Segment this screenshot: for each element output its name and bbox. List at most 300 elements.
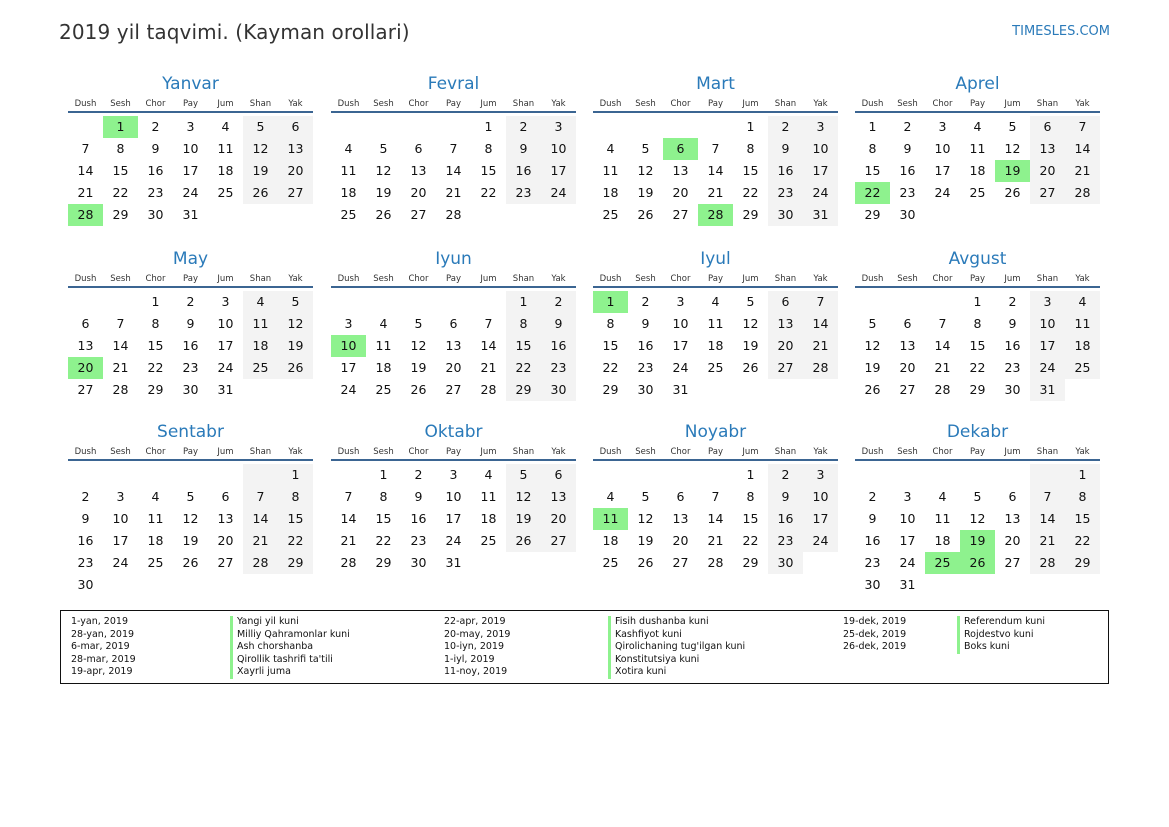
day-cell: 11 [243,313,278,335]
day-cell: 7 [1030,486,1065,508]
empty-cell [173,574,208,596]
day-cell: 9 [81,511,90,526]
day-cell: 18 [934,533,951,548]
day-cell: 14 [1030,508,1065,530]
day-cell: 17 [541,160,576,182]
day-cell: 21 [243,530,278,552]
day-cell: 14 [707,163,724,178]
day-cell: 4 [243,291,278,313]
weekday-header: Dush [337,99,360,109]
day-cell: 1 [868,119,877,134]
day-cell: 10 [541,138,576,160]
empty-cell [208,204,243,226]
month-days [68,96,313,226]
day-cell: 11 [1065,313,1100,335]
weekday-header: Jum [742,447,759,457]
day-cell: 10 [331,335,366,357]
day-cell: 23 [541,357,576,379]
weekday-header: Dush [337,274,360,284]
day-cell: 2 [81,489,90,504]
day-cell: 10 [1030,313,1065,335]
day-cell: 4 [973,119,982,134]
day-cell: 17 [803,508,838,530]
day-cell: 22 [375,533,392,548]
day-cell: 3 [1030,291,1065,313]
day-cell: 8 [484,141,493,156]
day-cell: 24 [112,555,129,570]
empty-cell [698,379,733,401]
holiday-name: Fisih dushanba kuni [608,616,745,629]
day-cell: 11 [480,489,497,504]
day-cell: 26 [243,182,278,204]
day-cell: 18 [217,163,234,178]
empty-cell [471,291,506,313]
holiday-date: 19-apr, 2019 [71,666,133,677]
divider [855,111,1100,113]
day-cell: 2 [768,464,803,486]
day-cell: 8 [278,486,313,508]
day-cell: 14 [707,511,724,526]
day-cell: 22 [278,530,313,552]
day-cell: 28 [1065,182,1100,204]
day-cell: 26 [410,382,427,397]
day-cell: 29 [278,552,313,574]
divider [331,459,576,461]
day-cell: 16 [1004,338,1021,353]
day-cell: 3 [186,119,195,134]
weekday-header: Jum [217,274,234,284]
day-cell: 23 [768,530,803,552]
day-cell: 19 [410,360,427,375]
day-cell: 18 [375,360,392,375]
day-cell: 13 [1030,138,1065,160]
day-cell: 8 [116,141,125,156]
holiday-date: 28-mar, 2019 [71,653,136,665]
month-dekabr [855,422,1100,596]
day-cell: 23 [768,182,803,204]
day-cell: 6 [81,316,90,331]
day-cell: 26 [742,360,759,375]
day-cell: 12 [1004,141,1021,156]
day-cell: 29 [742,207,759,222]
day-cell: 18 [969,163,986,178]
day-cell: 2 [903,119,912,134]
divider [331,111,576,113]
month-yanvar [68,74,313,226]
day-cell: 9 [768,138,803,160]
empty-cell [68,464,103,486]
empty-cell [925,291,960,313]
day-cell: 13 [77,338,94,353]
day-cell: 19 [278,335,313,357]
day-cell: 26 [182,555,199,570]
day-cell: 19 [742,338,759,353]
empty-cell [243,204,278,226]
day-cell: 10 [182,141,199,156]
day-cell: 27 [77,382,94,397]
empty-cell [366,291,401,313]
day-cell: 31 [182,207,199,222]
holiday-dates-column [843,616,906,654]
day-cell: 24 [899,555,916,570]
weekday-header: Shan [512,99,535,109]
day-cell: 27 [541,530,576,552]
empty-cell [401,291,436,313]
day-cell: 4 [379,316,388,331]
day-cell: 15 [742,163,759,178]
day-cell: 29 [969,382,986,397]
empty-cell [208,574,243,596]
day-cell: 5 [1008,119,1017,134]
day-cell: 9 [151,141,160,156]
weekday-header: Shan [774,447,797,457]
weekday-header: Sesh [110,274,131,284]
weekday-header: Sesh [110,447,131,457]
weekday-header: Jum [217,99,234,109]
holiday-dates-column [71,616,136,679]
day-cell: 12 [742,316,759,331]
empty-cell [103,574,138,596]
day-cell: 26 [864,382,881,397]
day-cell: 8 [506,313,541,335]
day-cell: 6 [676,489,685,504]
holiday-date: 20-may, 2019 [444,628,511,640]
month-days [855,271,1100,401]
day-cell: 13 [445,338,462,353]
day-cell: 1 [593,291,628,313]
day-cell: 6 [663,138,698,160]
day-cell: 13 [672,163,689,178]
day-cell: 25 [1065,357,1100,379]
day-cell: 8 [746,489,755,504]
day-cell: 21 [707,533,724,548]
day-cell: 25 [340,207,357,222]
day-cell: 20 [410,185,427,200]
day-cell: 7 [484,316,493,331]
weekday-header: Jum [1004,99,1021,109]
day-cell: 24 [803,530,838,552]
day-cell: 23 [147,185,164,200]
day-cell: 27 [217,555,234,570]
day-cell: 30 [410,555,427,570]
day-cell: 8 [746,141,755,156]
empty-cell [890,291,925,313]
day-cell: 30 [77,577,94,592]
weekday-header: Shan [1036,274,1059,284]
day-cell: 30 [899,207,916,222]
day-cell: 22 [742,533,759,548]
day-cell: 2 [868,489,877,504]
divider [593,459,838,461]
day-cell: 24 [1030,357,1065,379]
day-cell: 16 [768,508,803,530]
site-link[interactable]: TIMESLES.COM [1012,24,1110,39]
month-name: May [172,249,209,269]
day-cell: 22 [855,182,890,204]
day-cell: 4 [484,467,493,482]
empty-cell [103,291,138,313]
holiday-date: 11-noy, 2019 [444,666,508,677]
day-cell: 9 [1008,316,1017,331]
day-cell: 9 [541,313,576,335]
month-name: Noyabr [684,422,747,442]
day-cell: 1 [746,119,755,134]
day-cell: 27 [445,382,462,397]
day-cell: 9 [414,489,423,504]
day-cell: 15 [480,163,497,178]
day-cell: 14 [243,508,278,530]
day-cell: 22 [742,185,759,200]
day-cell: 20 [672,533,689,548]
holiday-date: 10-iyn, 2019 [444,641,505,652]
day-cell: 30 [768,204,803,226]
empty-cell [243,574,278,596]
day-cell: 7 [81,141,90,156]
empty-cell [960,204,995,226]
day-cell: 20 [217,533,234,548]
day-cell: 8 [1065,486,1100,508]
day-cell: 28 [243,552,278,574]
day-cell: 19 [637,185,654,200]
day-cell: 11 [707,316,724,331]
weekday-header: Yak [1075,99,1090,109]
empty-cell [925,204,960,226]
day-cell: 4 [1065,291,1100,313]
day-cell: 20 [68,357,103,379]
day-cell: 31 [803,204,838,226]
day-cell: 9 [868,511,877,526]
day-cell: 18 [480,511,497,526]
divider [855,459,1100,461]
empty-cell [803,552,838,574]
weekday-header: Dush [337,447,360,457]
day-cell: 3 [676,294,685,309]
weekday-header: Shan [249,447,272,457]
month-avgust [855,249,1100,401]
day-cell: 9 [903,141,912,156]
weekday-header: Shan [512,447,535,457]
holiday-date: 22-apr, 2019 [444,616,506,627]
day-cell: 4 [938,489,947,504]
month-days [331,271,576,401]
empty-cell [960,574,995,596]
weekday-header: Pay [446,274,461,284]
day-cell: 3 [344,316,353,331]
day-cell: 26 [960,552,995,574]
day-cell: 17 [672,338,689,353]
day-cell: 27 [672,555,689,570]
empty-cell [243,464,278,486]
day-cell: 27 [278,182,313,204]
day-cell: 5 [973,489,982,504]
month-days [593,96,838,226]
day-cell: 29 [147,382,164,397]
day-cell: 26 [506,530,541,552]
day-cell: 7 [711,141,720,156]
day-cell: 25 [707,360,724,375]
holiday-date: 25-dek, 2019 [843,628,907,640]
empty-cell [698,464,733,486]
day-cell: 31 [1030,379,1065,401]
day-cell: 19 [637,533,654,548]
weekday-header: Pay [183,447,198,457]
weekday-header: Pay [446,99,461,109]
day-cell: 25 [602,555,619,570]
weekday-header: Pay [970,447,985,457]
weekday-header: Dush [599,447,622,457]
day-cell: 5 [243,116,278,138]
weekday-header: Yak [288,274,303,284]
weekday-header: Shan [512,274,535,284]
empty-cell [173,464,208,486]
day-cell: 22 [147,360,164,375]
month-name: Yanvar [162,74,219,94]
weekday-header: Sesh [110,99,131,109]
day-cell: 4 [221,119,230,134]
month-days [593,271,838,401]
weekday-header: Yak [1075,274,1090,284]
weekday-header: Shan [774,99,797,109]
day-cell: 4 [344,141,353,156]
weekday-header: Pay [970,99,985,109]
empty-cell [1065,204,1100,226]
weekday-header: Dush [74,274,97,284]
month-name: Iyun [435,249,472,269]
month-oktabr [331,422,576,574]
day-cell: 29 [602,382,619,397]
weekday-header: Sesh [373,99,394,109]
day-cell: 1 [1065,464,1100,486]
weekday-header: Yak [813,274,828,284]
day-cell: 29 [506,379,541,401]
day-cell: 19 [995,160,1030,182]
day-cell: 21 [803,335,838,357]
day-cell: 23 [1004,360,1021,375]
day-cell: 20 [899,360,916,375]
day-cell: 20 [541,508,576,530]
day-cell: 6 [903,316,912,331]
day-cell: 27 [1030,182,1065,204]
weekday-header: Pay [708,99,723,109]
day-cell: 27 [410,207,427,222]
weekday-header: Dush [74,99,97,109]
day-cell: 12 [637,511,654,526]
empty-cell [768,379,803,401]
day-cell: 20 [768,335,803,357]
holiday-date: 6-mar, 2019 [71,641,130,652]
day-cell: 5 [746,294,755,309]
day-cell: 25 [480,533,497,548]
day-cell: 10 [803,486,838,508]
holiday-date: 1-iyl, 2019 [444,653,495,665]
day-cell: 21 [707,185,724,200]
day-cell: 15 [602,338,619,353]
day-cell: 15 [742,511,759,526]
month-days [855,96,1100,226]
holiday-date: 28-yan, 2019 [71,628,135,640]
day-cell: 24 [672,360,689,375]
divider [593,111,838,113]
day-cell: 29 [375,555,392,570]
day-cell: 3 [449,467,458,482]
day-cell: 18 [340,185,357,200]
day-cell: 26 [637,555,654,570]
day-cell: 19 [243,160,278,182]
holiday-name: Yangi yil kuni [230,616,350,629]
day-cell: 4 [606,489,615,504]
empty-cell [995,204,1030,226]
weekday-header: Sesh [897,274,918,284]
day-cell: 6 [278,116,313,138]
holiday-name: Ash chorshanba [230,641,350,654]
day-cell: 25 [375,382,392,397]
day-cell: 23 [637,360,654,375]
day-cell: 24 [182,185,199,200]
day-cell: 5 [278,291,313,313]
day-cell: 17 [803,160,838,182]
day-cell: 7 [116,316,125,331]
day-cell: 5 [506,464,541,486]
day-cell: 8 [606,316,615,331]
day-cell: 17 [899,533,916,548]
holiday-name: Kashfiyot kuni [608,629,745,642]
day-cell: 6 [449,316,458,331]
day-cell: 15 [506,335,541,357]
day-cell: 5 [641,489,650,504]
day-cell: 21 [445,185,462,200]
day-cell: 4 [606,141,615,156]
month-fevral [331,74,576,226]
day-cell: 3 [116,489,125,504]
day-cell: 21 [112,360,129,375]
month-may [68,249,313,401]
day-cell: 3 [903,489,912,504]
day-cell: 8 [151,316,160,331]
holiday-date: 19-dek, 2019 [843,616,907,627]
day-cell: 13 [410,163,427,178]
holiday-names-column [608,616,745,679]
day-cell: 10 [672,316,689,331]
day-cell: 6 [1030,116,1065,138]
day-cell: 15 [112,163,129,178]
empty-cell [995,464,1030,486]
weekday-header: Dush [74,447,97,457]
holiday-name: Qirollik tashrifi ta'tili [230,654,350,667]
day-cell: 1 [973,294,982,309]
day-cell: 16 [77,533,94,548]
day-cell: 21 [77,185,94,200]
weekday-header: Yak [551,447,566,457]
day-cell: 26 [1004,185,1021,200]
weekday-header: Jum [1004,447,1021,457]
month-name: Aprel [955,74,1000,94]
divider [855,286,1100,288]
day-cell: 2 [151,119,160,134]
holiday-name: Rojdestvo kuni [957,629,1045,642]
weekday-header: Shan [249,274,272,284]
empty-cell [541,204,576,226]
day-cell: 3 [221,294,230,309]
day-cell: 11 [217,141,234,156]
day-cell: 13 [1004,511,1021,526]
day-cell: 18 [243,335,278,357]
empty-cell [733,379,768,401]
empty-cell [401,116,436,138]
holiday-date: 1-yan, 2019 [71,616,128,627]
day-cell: 24 [934,185,951,200]
day-cell: 16 [541,335,576,357]
day-cell: 27 [899,382,916,397]
